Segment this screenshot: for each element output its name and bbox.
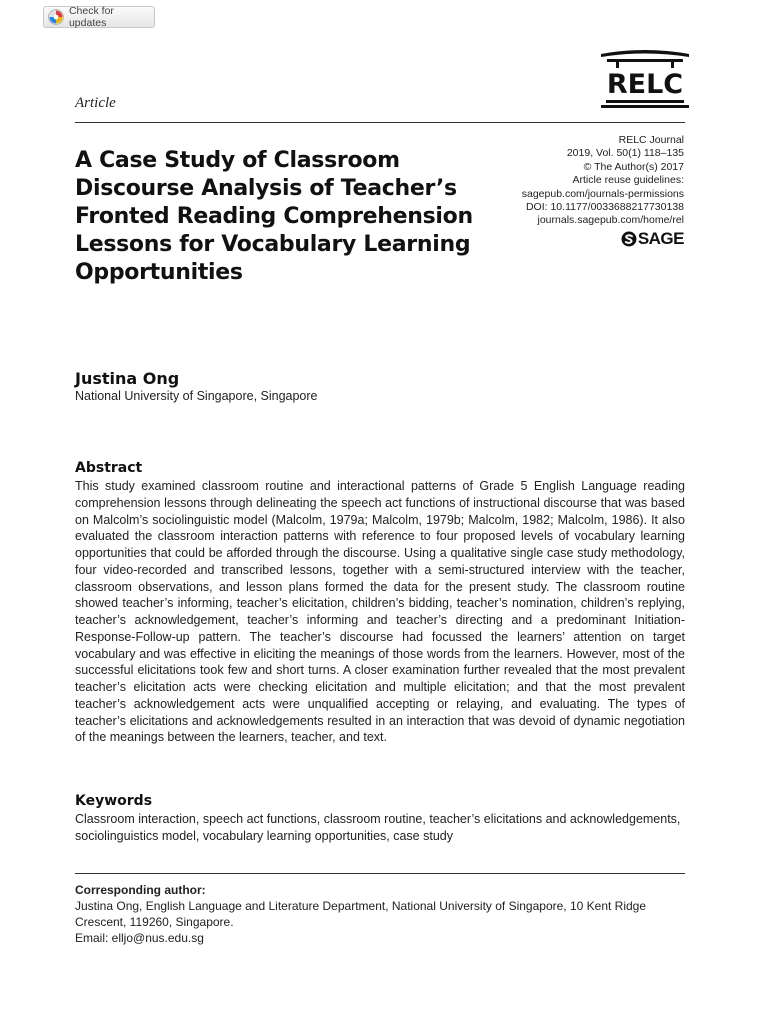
permissions-link[interactable]: sagepub.com/journals-permissions (521, 187, 684, 200)
header-divider (75, 122, 685, 123)
sage-logo (621, 229, 684, 249)
article-type: Article (75, 95, 116, 111)
abstract-heading: Abstract (75, 460, 143, 476)
copyright: © The Author(s) 2017 (583, 160, 684, 173)
reuse-guidelines-label: Article reuse guidelines: (572, 174, 684, 187)
keywords-text: Classroom interaction, speech act functions, classroom routine, teacher’s elicitations and acknowledgements, sociolinguistics model, vocabulary learning opportunities, case study (75, 812, 681, 843)
relc-logo-text: RELC (606, 69, 684, 100)
journal-homepage-link[interactable]: journals.sagepub.com/home/rel (537, 214, 684, 227)
corresponding-author-email[interactable]: Email: elljo@nus.edu.sg (75, 931, 204, 945)
author-name: Justina Ong (75, 369, 180, 388)
journal-info (444, 134, 684, 228)
journal-volume: 2019, Vol. 50(1) 118–135 (566, 147, 684, 160)
relc-journal-logo (598, 46, 692, 110)
doi[interactable]: DOI: 10.1177/0033688217730138 (525, 201, 684, 214)
corresponding-author-address: Justina Ong, English Language and Literature Department, National University of Singapore, 10 Kent Ridge Crescent, 119260, Singapore. (75, 899, 647, 929)
journal-name: RELC Journal (618, 134, 684, 146)
corresponding-author (75, 882, 685, 946)
sage-logo-text: SAGE (637, 229, 684, 248)
keywords-heading: Keywords (75, 793, 153, 809)
article-title: A Case Study of Classroom Discourse Analysis of Teacher’s Fronted Reading Comprehension Lessons for Vocabulary Learning Opportunities (75, 148, 473, 285)
author-affiliation: National University of Singapore, Singapore (75, 389, 318, 403)
footer-divider (75, 873, 685, 874)
check-for-updates-label: Check for updates (68, 5, 114, 29)
sage-s-icon (621, 231, 637, 247)
check-for-updates-button[interactable] (43, 6, 155, 28)
crossmark-icon (48, 9, 64, 25)
corresponding-author-heading: Corresponding author: (75, 883, 206, 897)
abstract-text: This study examined classroom routine and interactional patterns of Grade 5 English Language reading comprehension lessons through delineating the speech act functions of instructional discourse that was based on Malcolm’s sociolinguistic model (Malcolm, 1979a; Malcolm, 1979b; Malcolm, 1982; Malcolm, 1986). It also evaluated the classroom interaction patterns with reference to four proposed levels of vocabulary learning opportunities that could be afforded through the discourse. Using a qualitative single case study methodology, four video-recorded and transcribed lessons, together with a semi-structured interview with the teacher, classroom observations, and lesson plans formed the data for the present study. The classroom routine showed teacher’s informing, teacher’s elicitation, children’s bidding, teacher’s nomination, children’s replying, teacher’s acknowledgement, teacher’s informing and teacher’s directing and a predominant Initiation-Response-Follow-up pattern. The teacher’s discourse had focussed the learners’ attention on target vocabulary and was effective in eliciting the meanings of those words from the learners. However, most of the successful elicitations took few and short turns. A closer examination further revealed that the most prevalent teacher’s elicitation acts were checking elicitation and multiple elicitation; and that the most prevalent teacher’s acknowledgement acts were unqualified accepting or relaying, and evaluating. The types of teacher’s elicitations and acknowledgements resulted in an interaction that was devoid of dynamic negotiation of the meanings between the learners, teacher, and text. (75, 479, 685, 745)
